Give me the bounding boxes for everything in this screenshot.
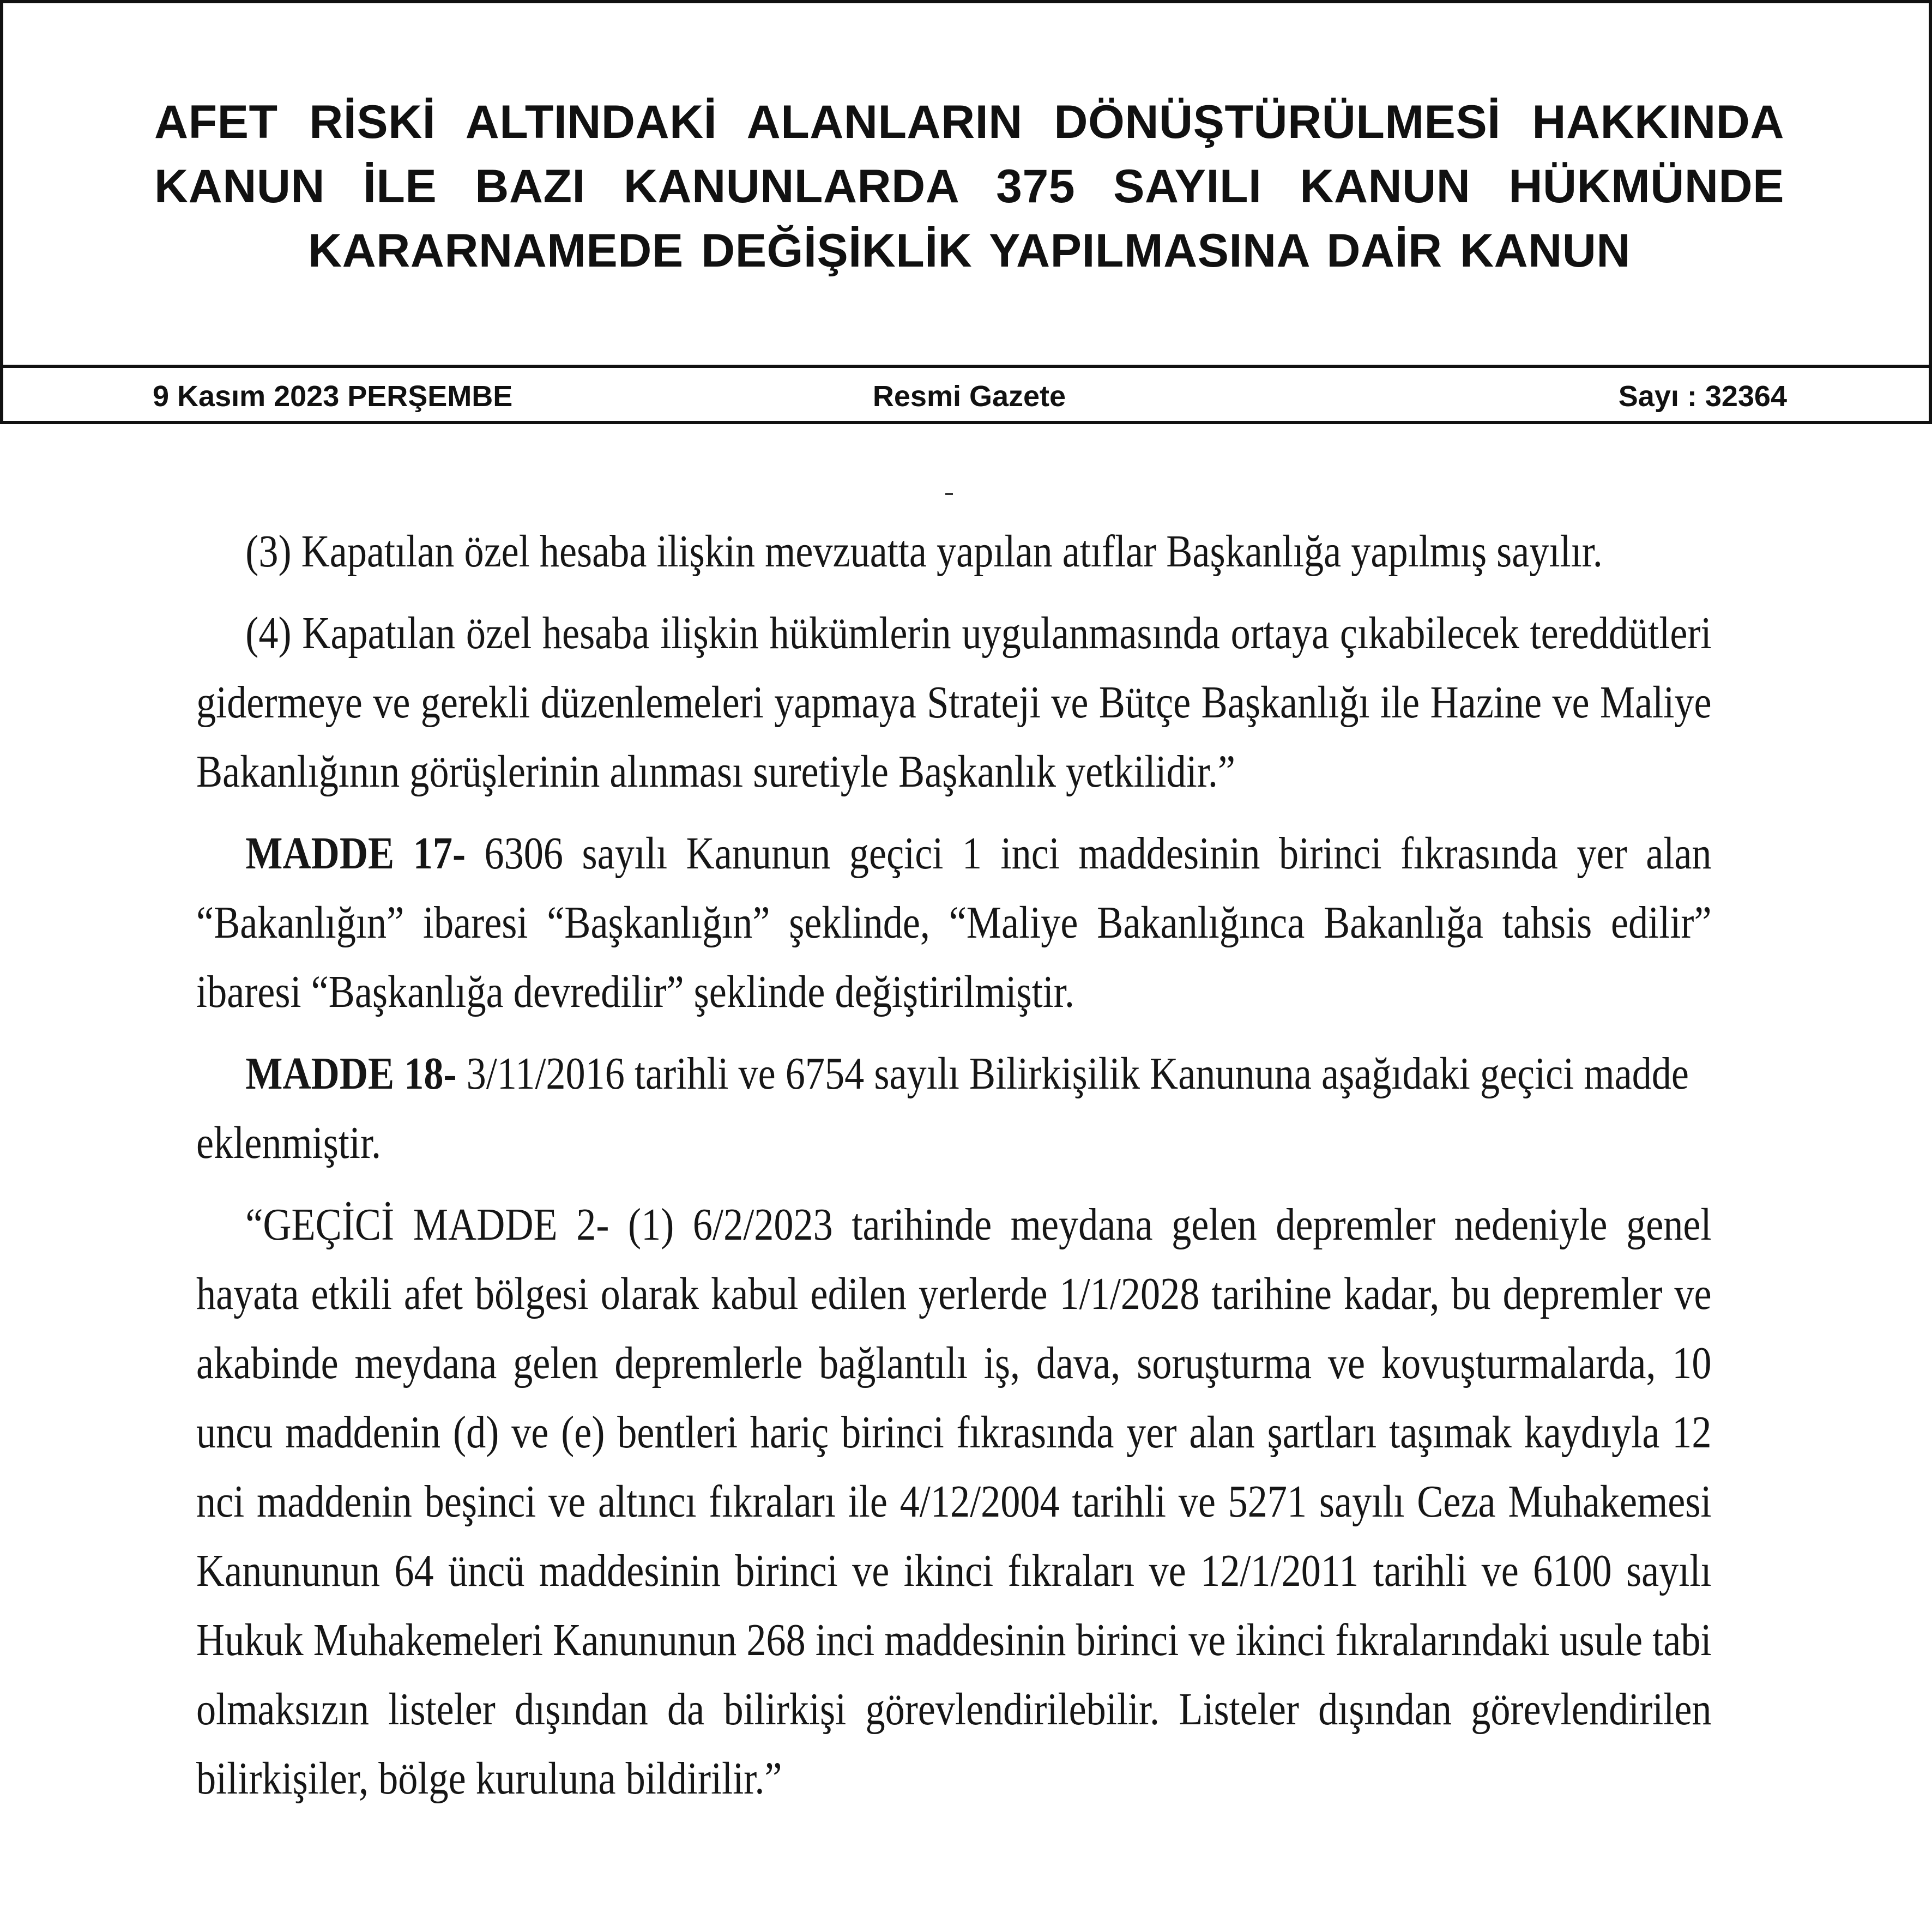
- article-18-label: MADDE 18-: [245, 1048, 457, 1099]
- issue-number: Sayı : 32364: [1618, 379, 1787, 413]
- paragraph-4: (4) Kapatılan özel hesaba ilişkin hükümlerin uygulanmasında ortaya çıkabilecek tereddütleri gidermeye ve gerekli düzenlemeleri yapmaya Strateji ve Bütçe Başkanlığı ile Hazine ve Maliye Bakanlığının görüşlerinin alınması suretiyle Başkanlık yetkilidir.”: [196, 608, 1712, 797]
- scan-artifact-mark: [945, 493, 953, 495]
- publication-date: 9 Kasım 2023 PERŞEMBE: [153, 379, 513, 413]
- article-17-label: MADDE 17-: [245, 828, 466, 879]
- gazette-header-frame: [0, 0, 1932, 424]
- article-17: [196, 819, 1712, 1027]
- paragraph-3: (3) Kapatılan özel hesaba ilişkin mevzuatta yapılan atıflar Başkanlığa yapılmış sayılır.: [245, 526, 1603, 577]
- gazette-name: Resmi Gazete: [872, 379, 1066, 413]
- law-body: [196, 517, 1712, 1826]
- gazette-meta-bar: [7, 368, 1932, 424]
- law-title: AFET RİSKİ ALTINDAKİ ALANLARIN DÖNÜŞTÜRÜLMESİ HAKKINDA KANUN İLE BAZI KANUNLARDA 375 SAYILI KANUN HÜKMÜNDE KARARNAMEDE DEĞİŞİKLİK YAPILMASINA DAİR KANUN: [154, 96, 1784, 277]
- provisional-article-2: “GEÇİCİ MADDE 2- (1) 6/2/2023 tarihinde meydana gelen depremler nedeniyle genel hayata etkili afet bölgesi olarak kabul edilen yerlerde 1/1/2028 tarihine kadar, bu depremler ve akabinde meydana gelen depremlerle bağlantılı iş, dava, soruşturma ve kovuşturmalarda, 10 uncu maddenin (d) ve (e) bentleri hariç birinci fıkrasında yer alan şartları taşımak kaydıyla 12 nci maddenin beşinci ve altıncı fıkraları ile 4/12/2004 tarihli ve 5271 sayılı Ceza Muhakemesi Kanununun 64 üncü maddesinin birinci ve ikinci fıkraları ve 12/1/2011 tarihli ve 6100 sayılı Hukuk Muhakemeleri Kanununun 268 inci maddesinin birinci ve ikinci fıkralarındaki usule tabi olmaksızın listeler dışından da bilirkişi görevlendirilebilir. Listeler dışından görevlendirilen bilirkişiler, bölge kuruluna bildirilir.”: [196, 1199, 1712, 1804]
- title-block: [7, 7, 1932, 366]
- article-18-text: 3/11/2016 tarihli ve 6754 sayılı Bilirkişilik Kanununa aşağıdaki geçici madde eklenmiştir.: [196, 1048, 1689, 1168]
- article-18: [196, 1039, 1712, 1178]
- article-17-text: 6306 sayılı Kanunun geçici 1 inci maddesinin birinci fıkrasında yer alan “Bakanlığın” ibaresi “Başkanlığın” şeklinde, “Maliye Bakanlığınca Bakanlığa tahsis edilir” ibaresi “Başkanlığa devredilir” şeklinde değiştirilmiştir.: [196, 828, 1712, 1017]
